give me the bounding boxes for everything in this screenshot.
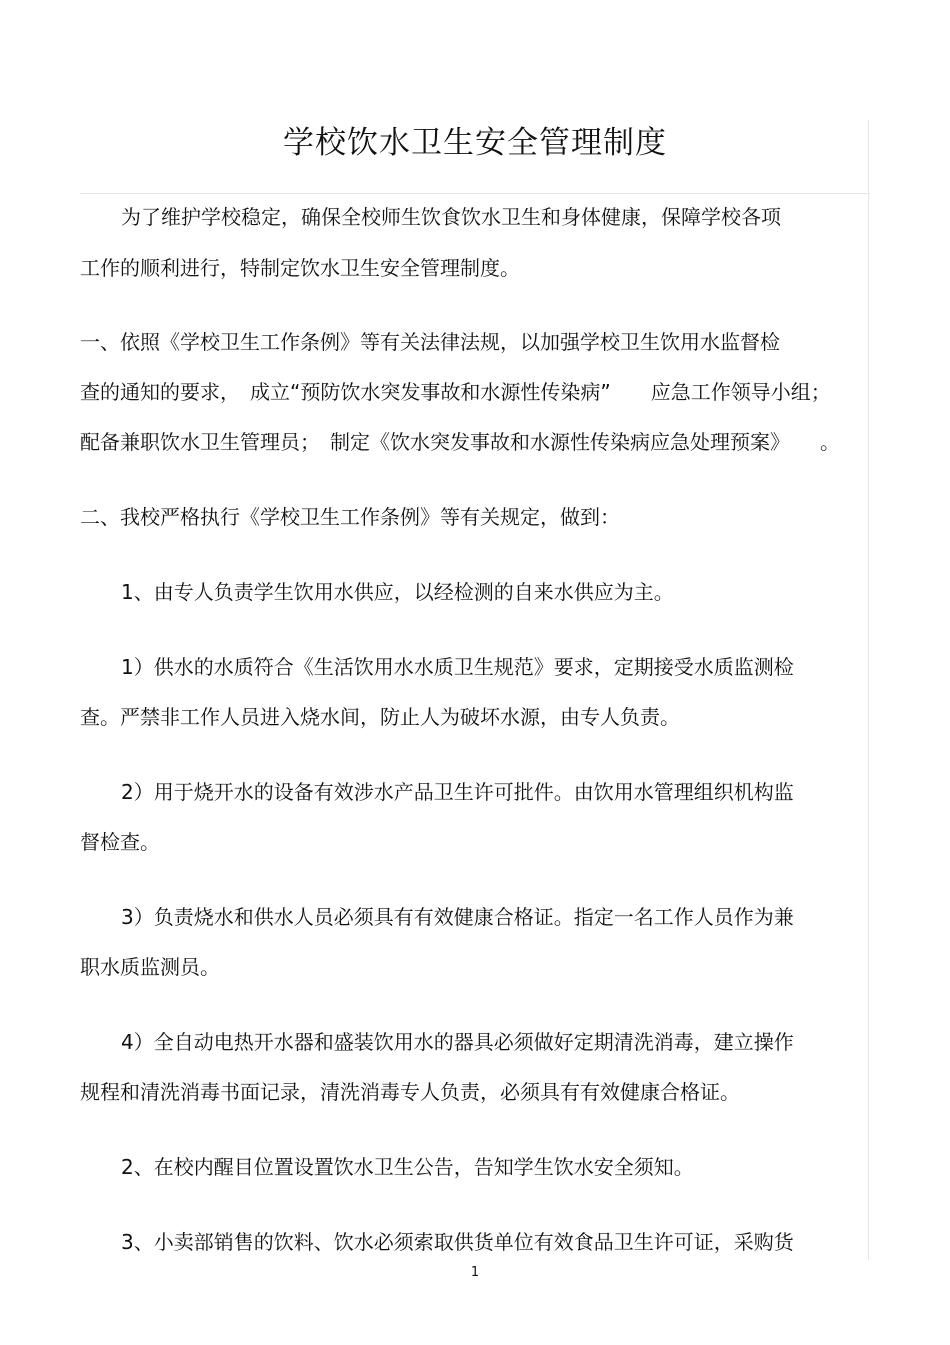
title-divider [80, 193, 870, 194]
item-2: 2、在校内醒目位置设置饮水卫生公告，告知学生饮水安全须知。 [121, 1155, 694, 1179]
sub-item-3-line-2: 职水质监测员。 [80, 955, 220, 979]
sub-item-3-line-1: 3）负责烧水和供水人员必须具有有效健康合格证。指定一名工作人员作为兼 [121, 905, 794, 929]
section-2-heading: 二、我校严格执行《学校卫生工作条例》等有关规定，做到： [80, 505, 620, 529]
sub-item-1-line-1: 1）供水的水质符合《生活饮用水水质卫生规范》要求，定期接受水质监测检 [121, 655, 794, 679]
sub-item-4-line-2: 规程和清洗消毒书面记录，清洗消毒专人负责，必须具有有效健康合格证。 [80, 1080, 740, 1104]
section-1-line-1: 一、依照《学校卫生工作条例》等有关法律法规，以加强学校卫生饮用水监督检 [80, 330, 780, 354]
sub-item-4-line-1: 4）全自动电热开水器和盛装饮用水的器具必须做好定期清洗消毒，建立操作 [121, 1030, 794, 1054]
sub-item-1-line-2: 查。严禁非工作人员进入烧水间，防止人为破坏水源，由专人负责。 [80, 705, 680, 729]
sub-item-2-line-2: 督检查。 [80, 830, 160, 854]
intro-line-2: 工作的顺利进行，特制定饮水卫生安全管理制度。 [80, 256, 520, 280]
sub-item-2-line-1: 2）用于烧开水的设备有效涉水产品卫生许可批件。由饮用水管理组织机构监 [121, 780, 794, 804]
section-1-line-2: 查的通知的要求， 成立“预防饮水突发事故和水源性传染病” 应急工作领导小组； [80, 380, 831, 404]
intro-line-1: 为了维护学校稳定，确保全校师生饮食饮水卫生和身体健康，保障学校各项 [121, 205, 781, 229]
section-1-line-3: 配备兼职饮水卫生管理员； 制定《饮水突发事故和水源性传染病应急处理预案》 。 [80, 430, 840, 454]
document-title: 学校饮水卫生安全管理制度 [283, 125, 667, 161]
page-number: 1 [470, 1265, 480, 1280]
item-3-line-1: 3、小卖部销售的饮料、饮水必须索取供货单位有效食品卫生许可证，采购货 [121, 1230, 794, 1254]
item-1: 1、由专人负责学生饮用水供应，以经检测的自来水供应为主。 [121, 580, 674, 604]
